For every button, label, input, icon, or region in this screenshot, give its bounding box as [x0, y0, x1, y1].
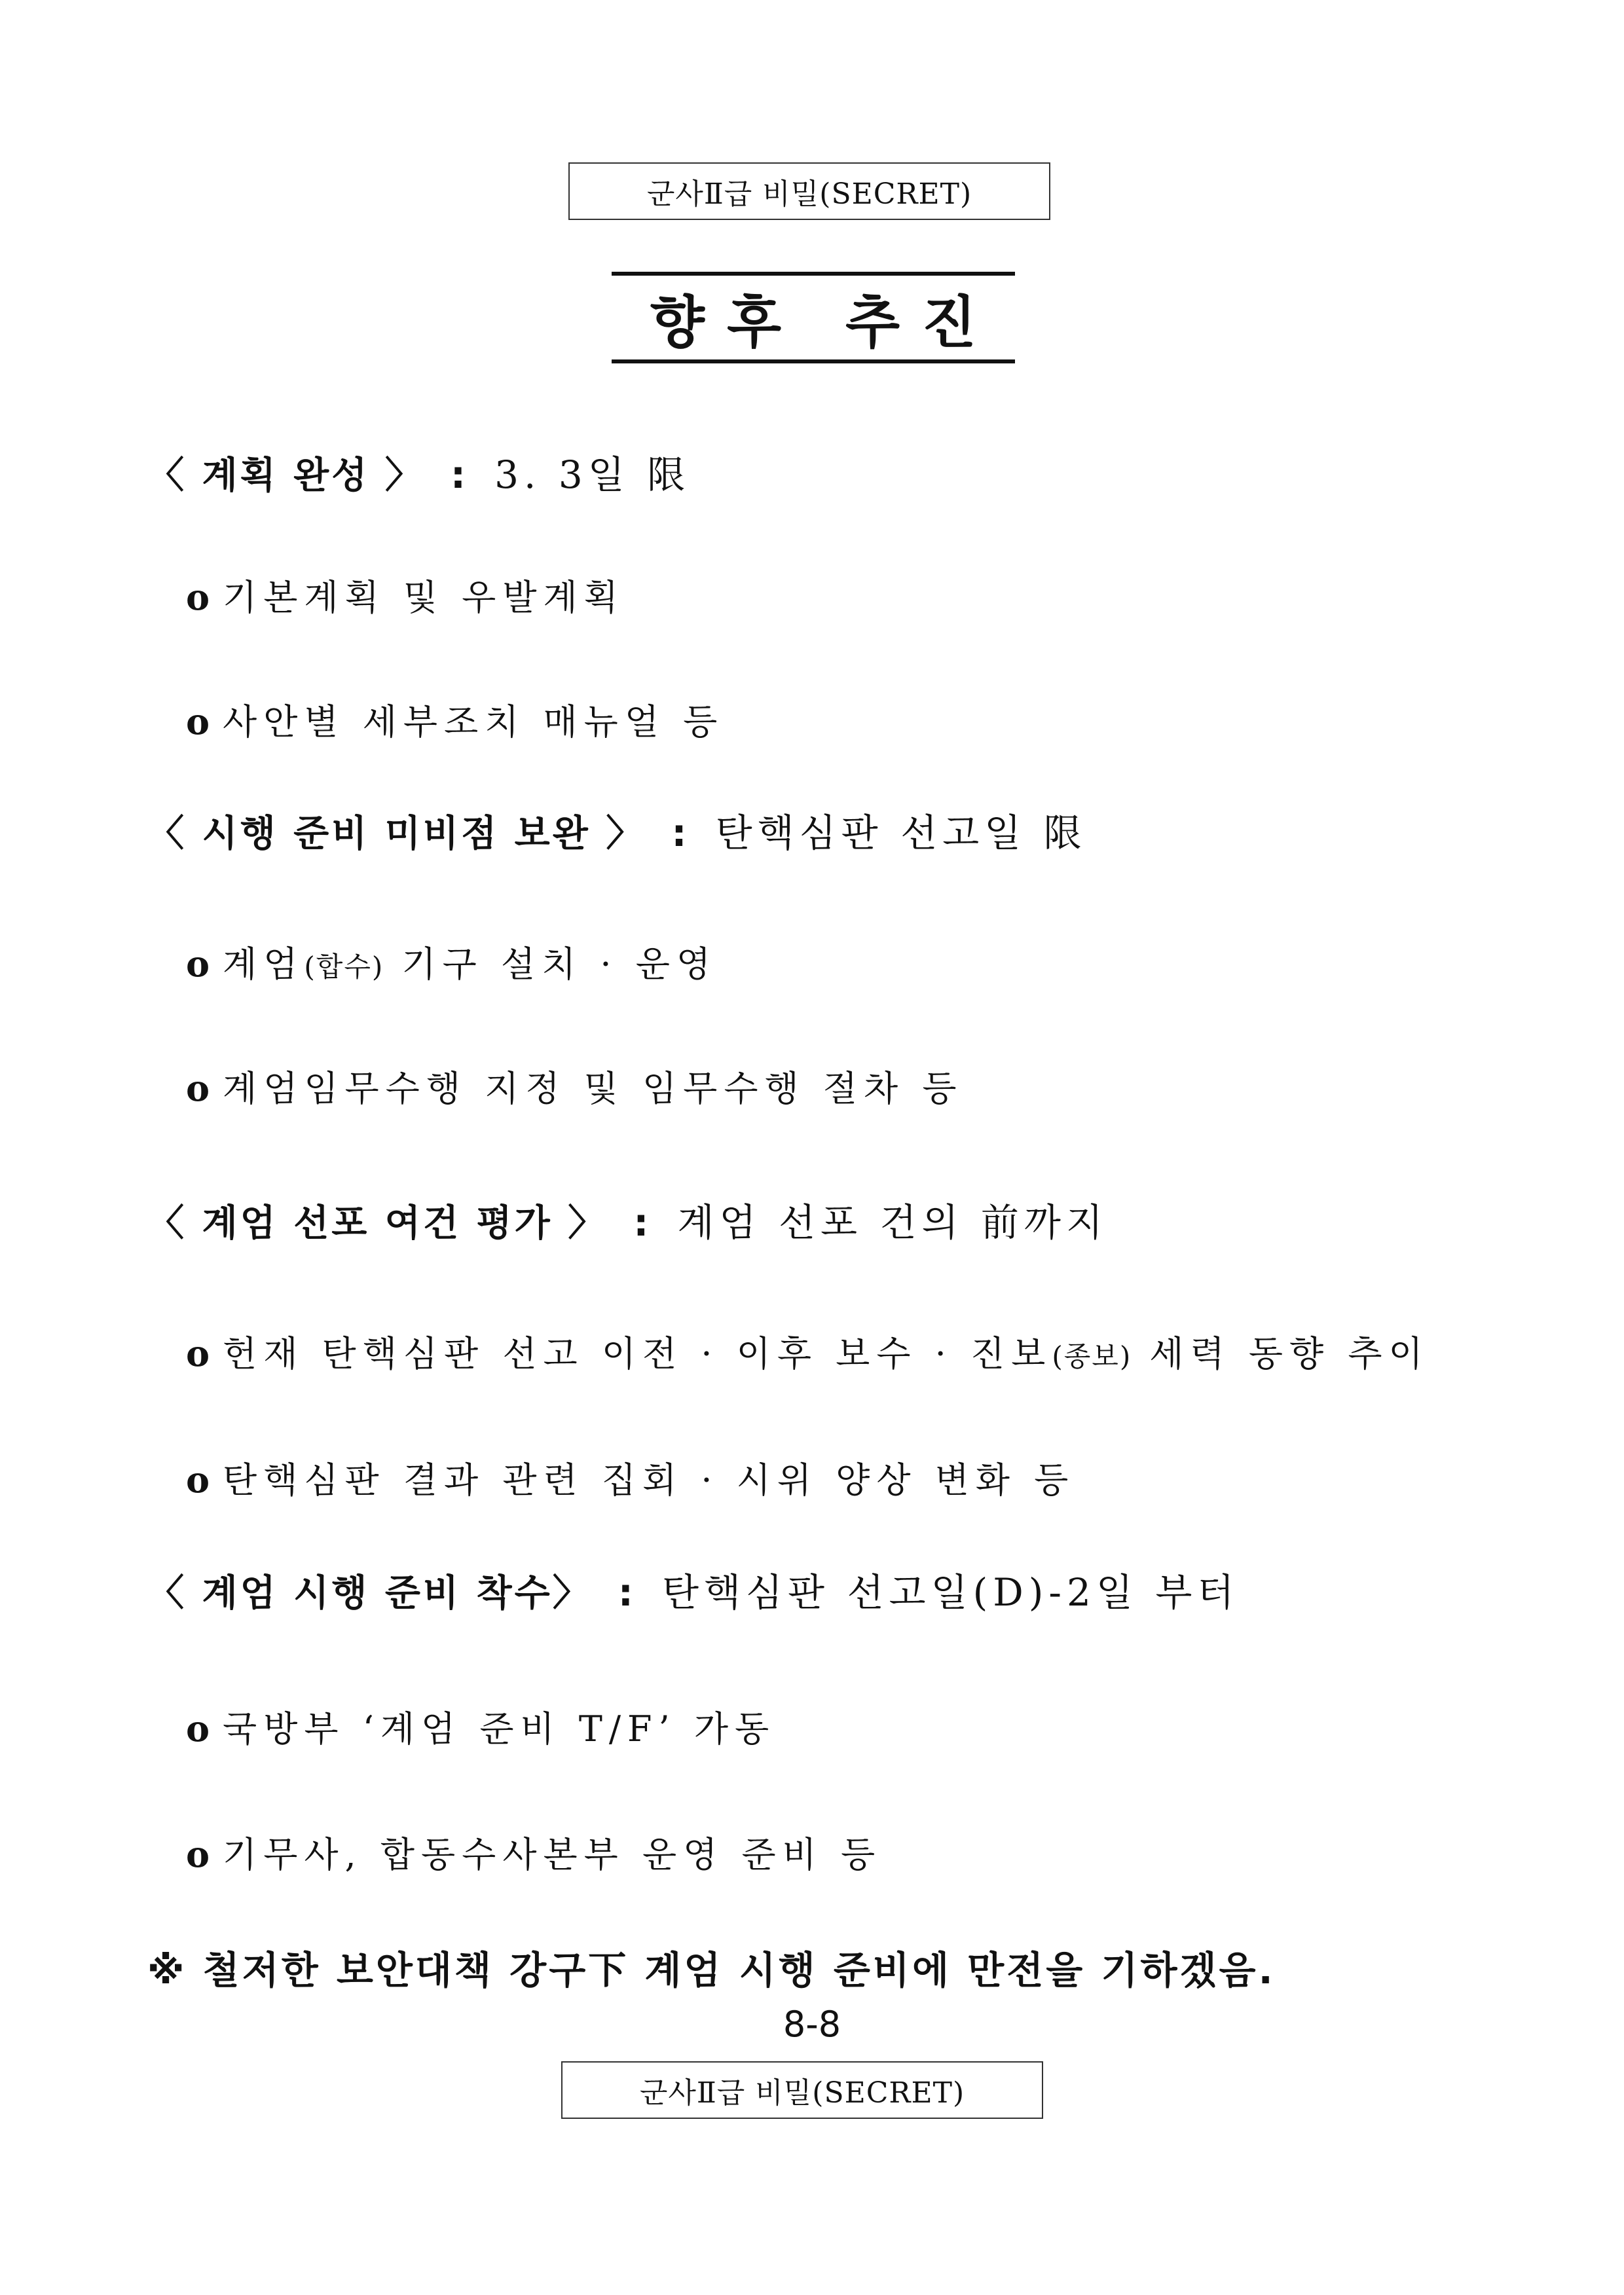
list-item-text: 기본계획 및 우발계획	[223, 577, 625, 618]
section-separator: :	[671, 811, 687, 855]
section-label: 〈 시행 준비 미비점 보완 〉	[147, 813, 646, 855]
section-deadline: 탄핵심판 선고일 限	[715, 811, 1087, 855]
list-item	[186, 1326, 1430, 1376]
section-deadline: 계엄 선포 건의 前까지	[677, 1200, 1108, 1245]
bullet-marker: o	[186, 1833, 210, 1875]
list-item	[186, 1452, 1075, 1503]
section-deadline: 탄핵심판 선고일(D)-2일 부터	[661, 1570, 1240, 1615]
bullet-marker: o	[186, 576, 210, 618]
list-item	[186, 694, 724, 744]
section-heading	[147, 802, 1087, 857]
section-separator: :	[618, 1570, 633, 1615]
list-item-text: 사안별 세부조치 매뉴얼 등	[223, 701, 724, 743]
bullet-marker: o	[186, 1332, 210, 1374]
list-item	[186, 570, 625, 620]
list-item-annotation: (합수)	[304, 951, 384, 983]
list-item	[186, 1061, 963, 1111]
title-box	[612, 272, 1015, 363]
section-separator: :	[633, 1200, 649, 1245]
list-item-text: 계엄임무수행 지정 및 임무수행 절차 등	[223, 1068, 963, 1109]
section-label: 〈 계획 완성 〉	[147, 454, 424, 497]
list-item-text: 탄핵심판 결과 관련 집회 · 시위 양상 변화 등	[223, 1460, 1075, 1501]
page-title: 향후 추진	[650, 290, 999, 356]
classification-footer: 군사Ⅱ급 비밀(SECRET)	[561, 2061, 1043, 2119]
section-label: 〈 계엄 시행 준비 착수〉	[147, 1572, 592, 1615]
list-item-text-pre: 헌재 탄핵심판 선고 이전 · 이후 보수 · 진보	[223, 1333, 1052, 1374]
list-item-text-post: 세력 동향 추이	[1132, 1333, 1430, 1374]
page-number: 8-8	[783, 2004, 841, 2045]
bullet-marker: o	[186, 943, 210, 985]
bullet-marker: o	[186, 1459, 210, 1501]
list-item-text-pre: 계엄	[223, 944, 304, 985]
bullet-marker: o	[186, 1067, 210, 1109]
section-heading	[147, 444, 690, 499]
section-heading	[147, 1562, 1239, 1617]
section-deadline: 3. 3일 限	[494, 452, 691, 497]
section-heading	[147, 1192, 1108, 1247]
list-item	[186, 936, 717, 987]
section-label: 〈 계엄 선포 여건 평가 〉	[147, 1202, 608, 1245]
classification-header: 군사Ⅱ급 비밀(SECRET)	[568, 162, 1050, 220]
list-item-text-post: 기구 설치 · 운영	[384, 944, 718, 985]
list-item-text: 기무사, 합동수사본부 운영 준비 등	[223, 1834, 882, 1875]
list-item-text: 국방부 ‘계엄 준비 T/F’ 가동	[223, 1708, 776, 1750]
conclusion-note: ※ 철저한 보안대책 강구下 계엄 시행 준비에 만전을 기하겠음.	[147, 1948, 1276, 1992]
list-item	[186, 1701, 775, 1752]
bullet-marker: o	[186, 701, 210, 743]
list-item	[186, 1827, 881, 1877]
list-item-annotation: (종보)	[1052, 1340, 1132, 1372]
section-separator: :	[450, 452, 466, 497]
bullet-marker: o	[186, 1708, 210, 1750]
